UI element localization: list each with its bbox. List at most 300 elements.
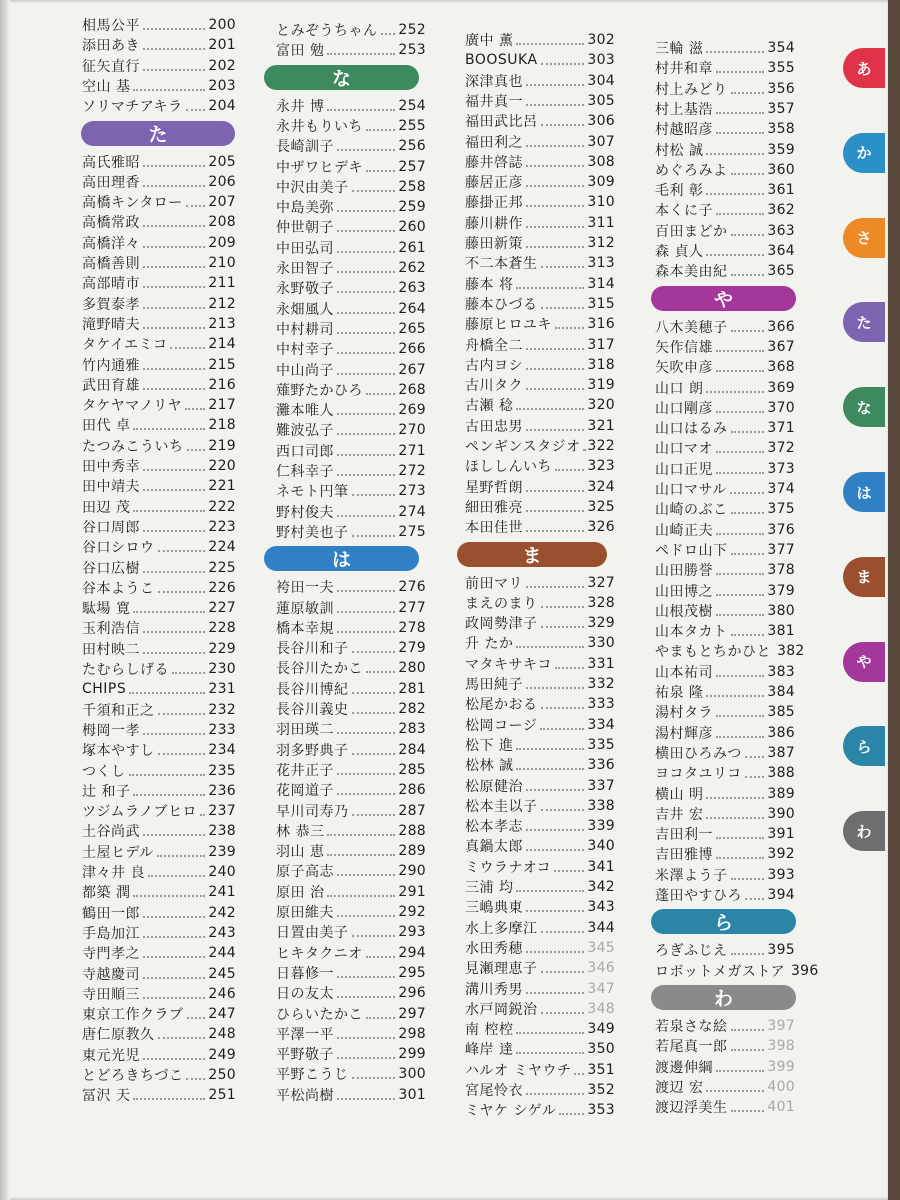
leader-dots [186, 1078, 205, 1080]
page-number: 258 [398, 178, 426, 195]
index-entry [465, 938, 615, 958]
entry-name: 山田勝誉 [655, 563, 713, 580]
page-number: 272 [398, 463, 426, 479]
entry-name: 松本孝志 [465, 819, 523, 836]
entry-name: 湯村タラ [655, 705, 713, 722]
leader-dots [541, 266, 585, 268]
entry-name: 星野哲朗 [465, 479, 523, 496]
page-number: 389 [767, 785, 795, 802]
page-number: 260 [398, 219, 426, 236]
page-number: 375 [767, 501, 795, 518]
leader-dots [716, 573, 764, 575]
entry-name: 舟橋全二 [465, 337, 523, 354]
kana-tab[interactable]: か [843, 133, 885, 173]
leader-dots [337, 271, 395, 273]
page-number: 206 [208, 173, 236, 190]
index-entry [465, 857, 615, 877]
page-number: 371 [767, 420, 795, 437]
entry-name: 松下 進 [465, 737, 514, 754]
page-number: 208 [208, 214, 236, 231]
page-number: 282 [398, 701, 426, 717]
index-entry [465, 416, 615, 436]
entry-name: タケヤマノリヤ [82, 398, 182, 415]
page-number: 330 [587, 635, 615, 652]
leader-dots [337, 291, 395, 293]
page-number: 262 [398, 260, 426, 276]
page-number: 399 [767, 1058, 795, 1075]
entry-name: 八木美穂子 [655, 319, 728, 336]
page-number: 231 [208, 681, 236, 698]
entry-name: 手島加江 [82, 925, 140, 942]
index-entry [465, 593, 615, 613]
index-column-3 [465, 0, 615, 1200]
leader-dots [337, 1037, 395, 1039]
page-number: 370 [767, 399, 795, 416]
index-entry [276, 760, 426, 780]
entry-name: 山田博之 [655, 583, 713, 600]
index-entry [655, 398, 795, 418]
entry-name: 升 たか [465, 636, 514, 653]
index-entry [655, 581, 795, 601]
page-number: 216 [208, 376, 236, 393]
index-entry [655, 378, 795, 398]
entry-name: 山本祐司 [655, 664, 713, 681]
index-entry [465, 654, 615, 674]
kana-tab[interactable]: た [843, 302, 885, 342]
entry-name: 平野こうじ [276, 1067, 349, 1084]
leader-dots [526, 388, 584, 390]
index-entry [82, 476, 236, 496]
kana-tab[interactable]: は [843, 472, 885, 512]
leader-dots [516, 646, 584, 648]
index-entry [465, 132, 615, 152]
index-entry [655, 520, 795, 540]
page-number: 320 [587, 397, 615, 414]
entry-name: 田辺 茂 [82, 499, 131, 516]
page-number: 240 [208, 864, 236, 880]
entry-name: 羽山 恵 [276, 844, 325, 861]
index-entry [465, 897, 615, 917]
page-number: 337 [587, 777, 615, 794]
entry-name: ハルオ ミヤウチ [465, 1062, 572, 1079]
leader-dots [143, 266, 205, 268]
page-number: 275 [398, 523, 426, 540]
page-number: 266 [398, 341, 426, 358]
entry-name: やまもとちかひと [655, 644, 771, 661]
index-entry [465, 715, 615, 735]
entry-name: 三輪 滋 [655, 41, 704, 57]
entry-name: 玉利浩信 [82, 621, 140, 638]
leader-dots [337, 996, 395, 998]
page-number: 245 [208, 965, 236, 982]
entry-name: 田代 卓 [82, 418, 131, 435]
page-number: 359 [767, 141, 795, 158]
entry-name: 早川司寿乃 [276, 803, 349, 820]
entry-name: 吉田雅博 [655, 847, 713, 864]
entry-name: 土谷尚武 [82, 824, 140, 841]
leader-dots [170, 347, 205, 349]
leader-dots [327, 834, 395, 836]
entry-name: 本田佳世 [465, 520, 523, 537]
page-number: 362 [767, 202, 795, 219]
page-number: 261 [398, 239, 426, 256]
index-entry [82, 558, 236, 578]
entry-name: 毛利 彰 [655, 183, 704, 200]
page-number: 398 [767, 1038, 795, 1055]
page-number: 227 [208, 600, 236, 617]
index-entry [276, 1024, 426, 1044]
entry-name: 南 椌椌 [465, 1022, 514, 1039]
entry-name: 横田ひろみつ [655, 745, 742, 762]
leader-dots [716, 350, 764, 352]
index-entry [82, 639, 236, 659]
entry-name: 田村映二 [82, 641, 140, 658]
page-number: 353 [587, 1102, 615, 1119]
index-entry [465, 456, 615, 476]
entry-name: 東京工作クラブ [82, 1007, 184, 1024]
entry-name: 馬田純子 [465, 677, 523, 693]
index-entry [82, 1024, 236, 1044]
index-entry [82, 314, 236, 334]
entry-name: 古川タク [465, 378, 523, 395]
page-number: 376 [767, 521, 795, 538]
index-entry [82, 598, 236, 618]
entry-name: 渡辺 宏 [655, 1079, 704, 1096]
index-entry [465, 1019, 615, 1039]
index-entry [276, 943, 426, 963]
entry-name: 松林 誠 [465, 758, 514, 775]
leader-dots [526, 84, 584, 86]
entry-name: 松岡コージ [465, 717, 538, 734]
index-entry [82, 923, 236, 943]
page-number: 203 [208, 77, 236, 94]
entry-name: 高橋常政 [82, 215, 140, 232]
page-number: 373 [767, 460, 795, 477]
index-entry [276, 278, 426, 298]
index-entry [465, 30, 615, 50]
leader-dots [706, 153, 764, 155]
leader-dots [352, 712, 396, 714]
leader-dots [337, 230, 395, 232]
page-number: 344 [587, 919, 615, 936]
index-entry [82, 233, 236, 253]
kana-tab[interactable]: わ [843, 811, 885, 851]
leader-dots [143, 733, 205, 735]
entry-name: 藤居正彦 [465, 175, 523, 192]
leader-dots [337, 773, 395, 775]
leader-dots [526, 687, 584, 689]
index-entry [82, 903, 236, 923]
leader-dots [541, 606, 585, 608]
index-entry [276, 258, 426, 278]
index-entry [655, 824, 795, 844]
page-number: 333 [587, 696, 615, 713]
leader-dots [574, 1073, 584, 1075]
entry-name: 平野敬子 [276, 1047, 334, 1064]
entry-name: 松本圭以子 [465, 798, 538, 815]
entry-name: 村松 誠 [655, 142, 704, 159]
page-number: 387 [767, 744, 795, 761]
page-number: 325 [587, 498, 615, 515]
kana-tab[interactable]: や [843, 642, 885, 682]
index-entry [82, 943, 236, 963]
entry-name: 溝川秀男 [465, 981, 523, 998]
entry-name: 山根茂樹 [655, 603, 713, 620]
leader-dots [541, 809, 585, 811]
entry-name: 野村美也子 [276, 524, 349, 541]
entry-name: 津々井 良 [82, 865, 145, 881]
entry-name: 蓬田やすひろ [655, 888, 742, 904]
entry-name: 藤原ヒロユキ [465, 317, 552, 334]
entry-name: 駄場 寛 [82, 601, 131, 618]
page-number: 222 [208, 498, 236, 515]
index-column-2 [276, 0, 426, 1200]
index-entry [465, 674, 615, 694]
entry-name: 矢作信雄 [655, 339, 713, 356]
page-number: 380 [767, 602, 795, 619]
entry-name: 渡辺浮美生 [655, 1100, 728, 1117]
entry-name: 難波弘子 [276, 423, 334, 440]
entry-name: 永田智子 [276, 261, 334, 277]
page-number: 365 [767, 263, 795, 280]
leader-dots [143, 834, 205, 836]
index-entry [655, 160, 795, 180]
kana-tab[interactable]: ら [843, 726, 885, 766]
entry-name: 古瀬 稔 [465, 398, 514, 415]
page-number: 372 [767, 440, 795, 457]
entry-name: 藤本ひづる [465, 296, 538, 313]
leader-dots [716, 857, 764, 859]
page-number: 313 [587, 255, 615, 272]
page-number: 329 [587, 615, 615, 632]
leader-dots [143, 28, 205, 30]
index-entry [82, 355, 236, 375]
page-number: 284 [398, 741, 426, 758]
entry-name: 松尾かおる [465, 697, 538, 714]
leader-dots [327, 895, 395, 897]
leader-dots [337, 251, 395, 253]
entry-name: 高橋キンタロー [82, 195, 183, 212]
leader-dots [716, 451, 764, 453]
index-entry [82, 882, 236, 902]
leader-dots [731, 634, 765, 636]
entry-name: 細田雅亮 [465, 499, 523, 516]
index-entry [465, 1100, 615, 1120]
entry-name: 長谷川博紀 [276, 681, 349, 698]
leader-dots [731, 512, 765, 514]
entry-name: 花岡道子 [276, 783, 334, 800]
page-number: 204 [208, 98, 236, 115]
entry-name: 空山 基 [82, 78, 131, 95]
entry-name: 永野敬子 [276, 281, 334, 298]
leader-dots [526, 951, 584, 953]
kana-tab[interactable]: な [843, 387, 885, 427]
leader-dots [526, 992, 584, 994]
index-entry [82, 152, 236, 172]
kana-tab[interactable]: ま [843, 557, 885, 597]
page-number: 278 [398, 619, 426, 636]
leader-dots [158, 1037, 206, 1039]
index-entry [276, 1064, 426, 1084]
leader-dots [157, 855, 206, 857]
entry-name: 宮尾怜衣 [465, 1083, 523, 1099]
page-number: 299 [398, 1046, 426, 1063]
entry-name: 山口はるみ [655, 421, 728, 438]
index-entry [465, 755, 615, 775]
index-entry [655, 418, 795, 438]
leader-dots [706, 797, 764, 799]
entry-name: CHIPS [82, 681, 127, 698]
index-entry [465, 274, 615, 294]
leader-dots [337, 793, 395, 795]
book-gutter [0, 0, 10, 1200]
leader-dots [337, 373, 395, 375]
page-number: 211 [208, 275, 236, 292]
kana-tab[interactable]: さ [843, 218, 885, 258]
index-entry [82, 395, 236, 415]
leader-dots [731, 274, 765, 276]
page-number: 253 [398, 42, 426, 59]
index-entry [82, 375, 236, 395]
page-number: 335 [587, 736, 615, 753]
index-entry [465, 836, 615, 856]
index-entry [655, 99, 795, 119]
leader-dots [143, 185, 205, 187]
leader-dots [133, 794, 205, 796]
leader-dots [352, 651, 396, 653]
leader-dots [526, 348, 584, 350]
page-number: 279 [398, 640, 426, 657]
index-entry [82, 700, 236, 720]
page-number: 288 [398, 822, 426, 839]
entry-name: 藤井啓誌 [465, 154, 523, 171]
index-entry [655, 317, 795, 337]
leader-dots [143, 489, 205, 491]
page-number: 369 [767, 379, 795, 396]
index-entry [465, 573, 615, 593]
page-number: 305 [587, 92, 615, 109]
leader-dots [352, 494, 396, 496]
leader-dots [158, 550, 206, 552]
page-number: 355 [767, 60, 795, 77]
index-entry [465, 517, 615, 537]
entry-name: 藤本 将 [465, 276, 514, 293]
index-entry [655, 459, 795, 479]
entry-name: 滝野晴夫 [82, 316, 140, 333]
index-entry [655, 499, 795, 519]
index-entry [655, 1057, 795, 1077]
index-entry [276, 40, 426, 60]
leader-dots [200, 814, 205, 816]
page-number: 388 [767, 765, 795, 782]
entry-name: 田中秀幸 [82, 459, 140, 475]
index-entry [82, 334, 236, 354]
index-entry [276, 658, 426, 678]
entry-name: 中沢由美子 [276, 179, 349, 196]
entry-name: 水田秀穂 [465, 940, 523, 957]
page-number: 270 [398, 422, 426, 439]
page-number: 292 [398, 904, 426, 920]
page-number: 382 [777, 643, 805, 660]
entry-name: 富田 勉 [276, 43, 325, 60]
index-entry [82, 1085, 236, 1105]
page-number: 356 [767, 80, 795, 97]
index-entry [82, 212, 236, 232]
index-entry [655, 261, 795, 281]
leader-dots [143, 327, 205, 329]
entry-name: 水上多摩江 [465, 920, 538, 937]
index-entry [465, 816, 615, 836]
kana-tab[interactable]: あ [843, 48, 885, 88]
leader-dots [366, 129, 395, 131]
index-entry [276, 861, 426, 881]
index-entry [82, 537, 236, 557]
entry-name: ミヤケ シゲル [465, 1103, 557, 1120]
page-number: 267 [398, 361, 426, 378]
leader-dots [337, 1057, 395, 1059]
page-number: 366 [767, 318, 795, 335]
page-number: 212 [208, 295, 236, 312]
leader-dots [706, 817, 764, 819]
page-number: 239 [208, 843, 236, 860]
index-entry [655, 479, 795, 499]
leader-dots [716, 132, 764, 134]
entry-name: BOOSUKA [465, 52, 538, 69]
index-entry [465, 796, 615, 816]
page-number: 301 [398, 1086, 426, 1103]
index-entry [465, 497, 615, 517]
index-entry [276, 821, 426, 841]
entry-name: 灘本唯人 [276, 403, 334, 420]
index-entry [655, 38, 795, 58]
leader-dots [143, 916, 205, 918]
leader-dots [526, 586, 584, 588]
page-number: 352 [587, 1082, 615, 1098]
page-number: 384 [767, 684, 795, 700]
entry-name: ツジムラノブヒロ [82, 804, 198, 821]
index-entry [655, 682, 795, 702]
index-entry [655, 180, 795, 200]
index-entry [655, 200, 795, 220]
index-entry [82, 1045, 236, 1065]
leader-dots [716, 472, 764, 474]
page-number: 345 [587, 939, 615, 956]
entry-name: 羽多野典子 [276, 742, 349, 759]
index-entry [465, 172, 615, 192]
leader-dots [143, 368, 205, 370]
index-entry [82, 659, 236, 679]
entry-name: 山本タカト [655, 624, 728, 641]
leader-dots [337, 631, 395, 633]
leader-dots [337, 611, 395, 613]
page-number: 368 [767, 359, 795, 376]
page-number: 295 [398, 964, 426, 981]
page-number: 296 [398, 985, 426, 1002]
entry-name: 古内ヨシ [465, 357, 523, 374]
index-entry [655, 560, 795, 580]
page-number: 214 [208, 336, 236, 353]
entry-name: 峰岸 達 [465, 1042, 514, 1059]
page-number: 385 [767, 704, 795, 721]
index-entry [82, 1065, 236, 1085]
leader-dots [143, 631, 205, 633]
leader-dots [526, 490, 584, 492]
leader-dots [337, 352, 395, 354]
leader-dots [706, 193, 764, 195]
entry-name: 鶴田一郎 [82, 905, 140, 922]
entry-name: 土屋ヒデル [82, 844, 154, 861]
index-entry [82, 679, 236, 699]
